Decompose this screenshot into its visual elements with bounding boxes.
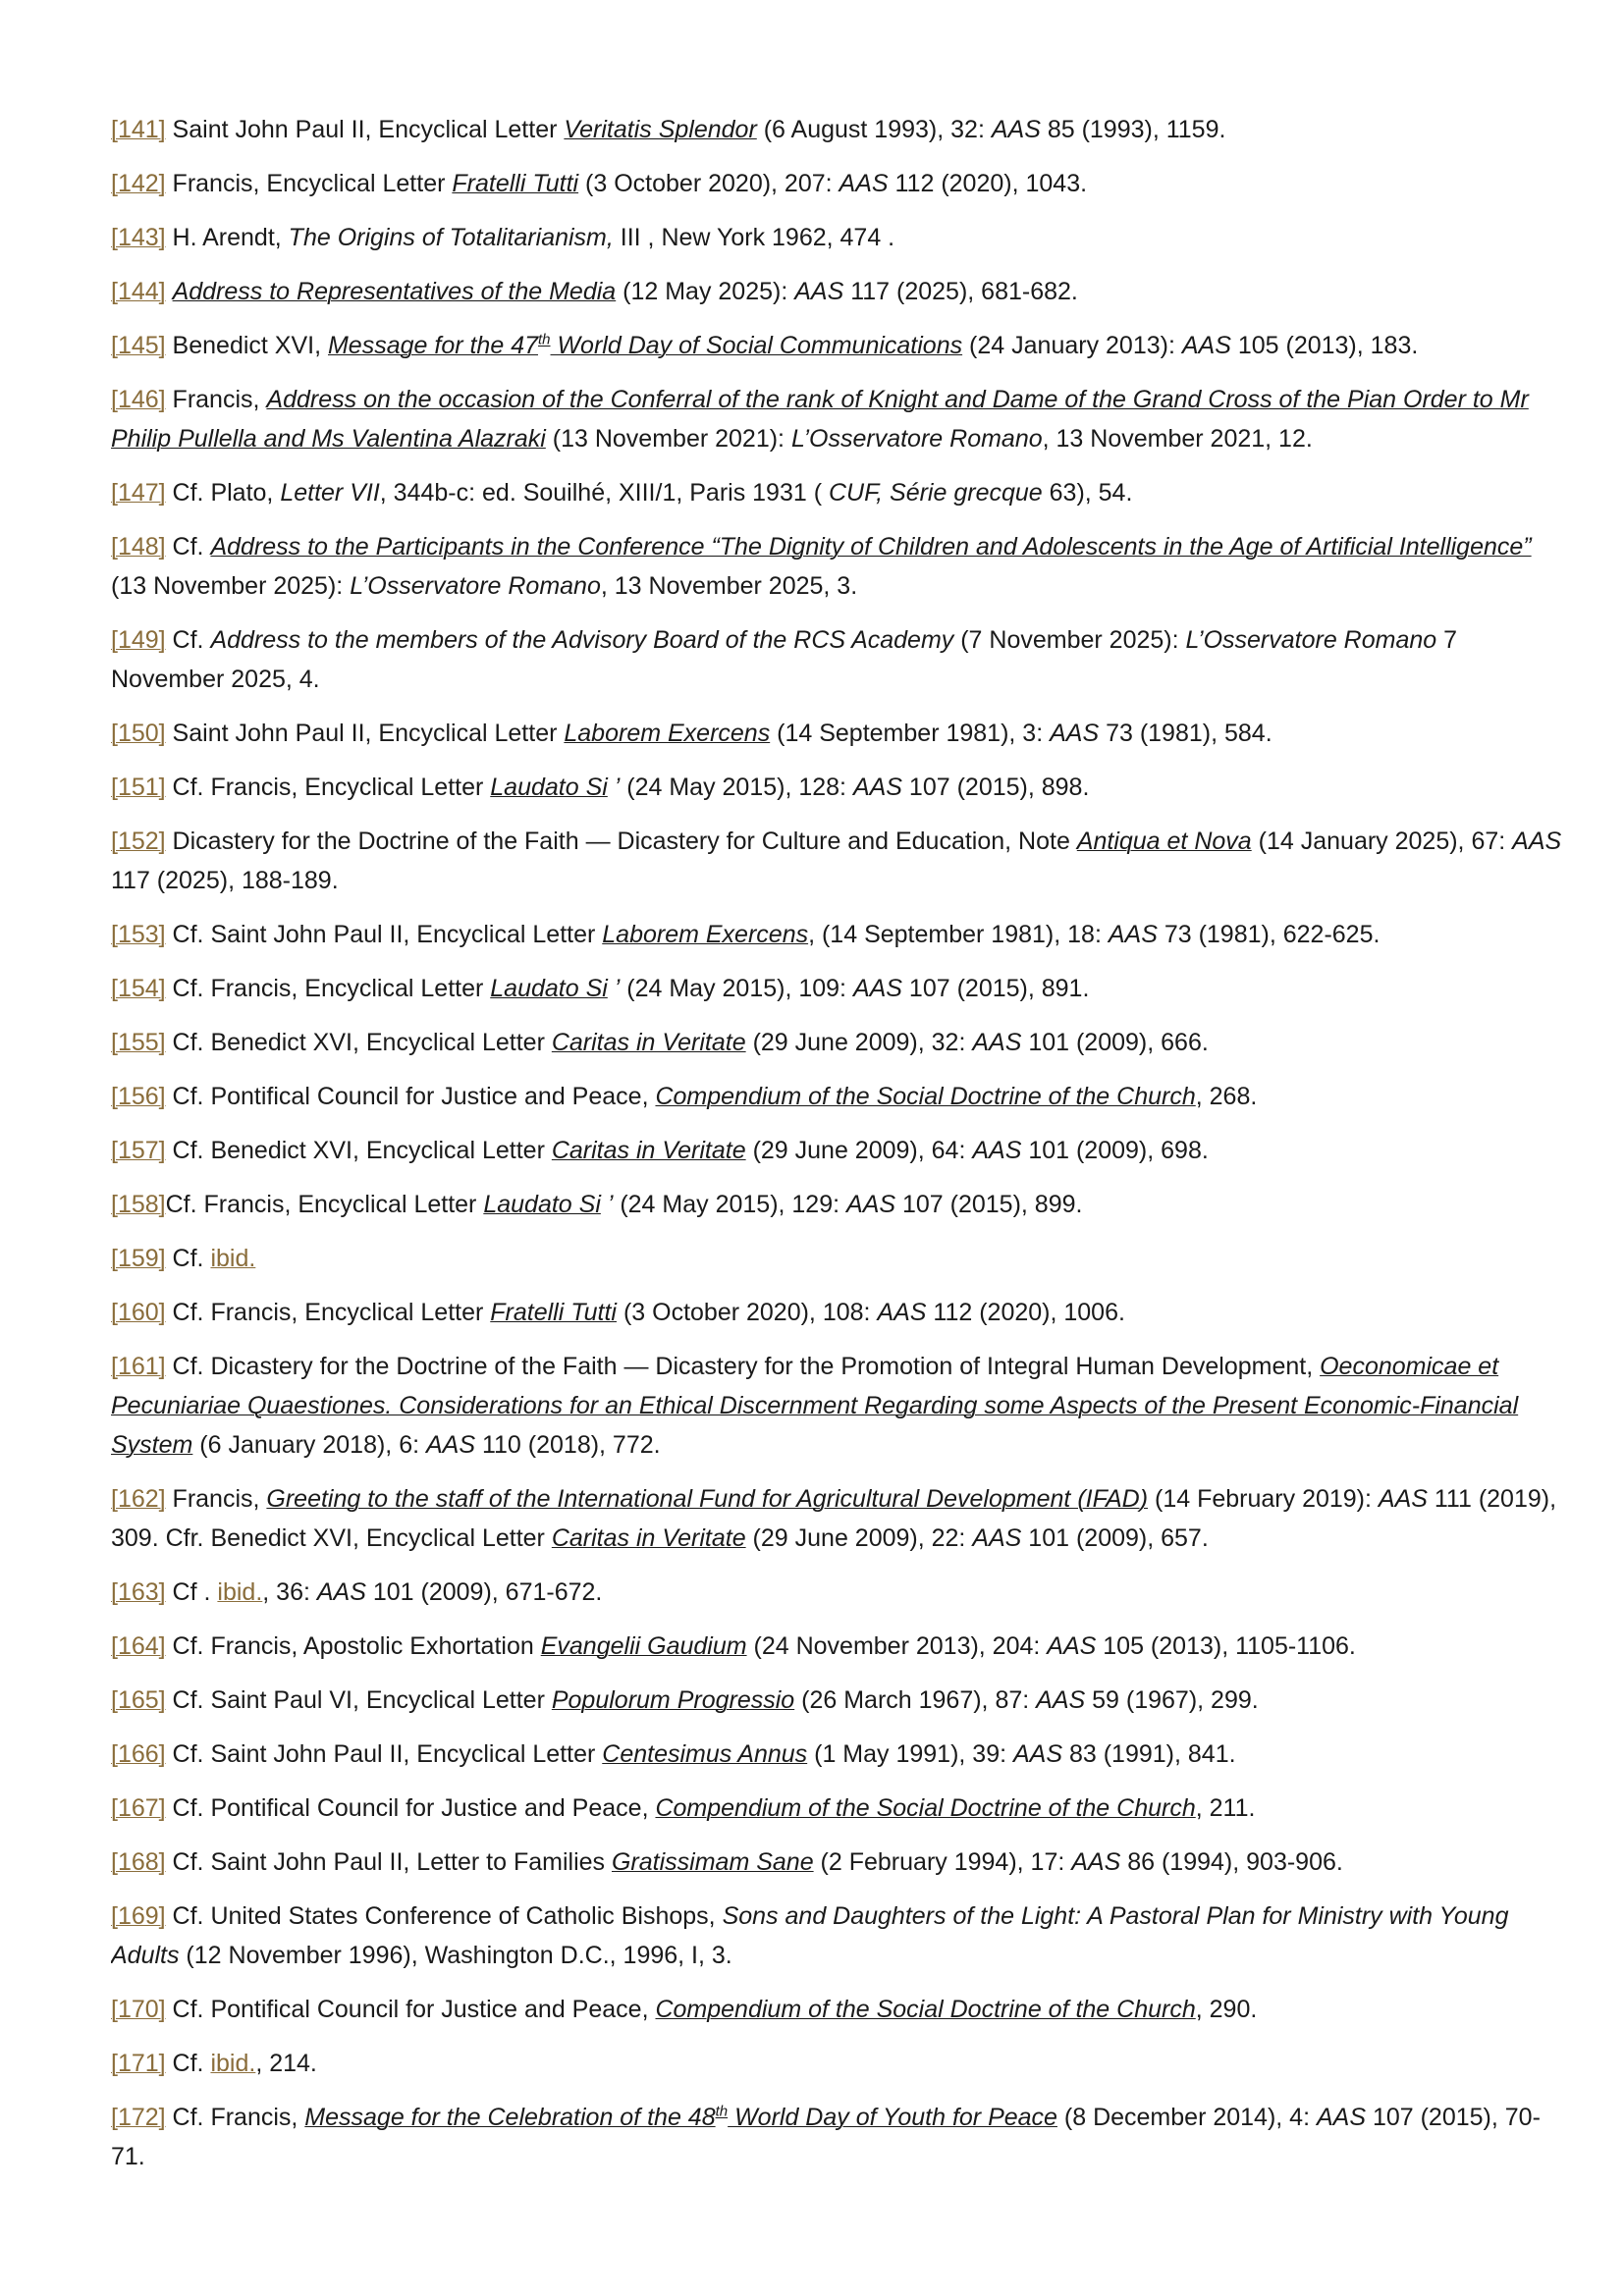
italic-text: The Origins of Totalitarianism, bbox=[288, 224, 614, 251]
citation-link[interactable]: Address on the occasion of the Conferral of the rank of Knight and Dame of the Grand Cross of the Pian Order to Mr Philip Pullella and Ms Valentina Alazraki bbox=[111, 386, 1529, 453]
footnote-ref-link[interactable]: [159] bbox=[111, 1245, 166, 1272]
citation-link[interactable]: Oeconomicae et Pecuniariae Quaestiones. Considerations for an Ethical Discernment Regarding some Aspects of the Present Economic-Financial System bbox=[111, 1353, 1519, 1459]
footnote-ref-link[interactable]: [168] bbox=[111, 1848, 166, 1876]
ibid-link[interactable]: ibid. bbox=[210, 2050, 256, 2077]
footnote-item bbox=[111, 527, 1564, 606]
footnote-item bbox=[111, 1077, 1564, 1116]
footnote-item bbox=[111, 822, 1564, 900]
footnote-ref-link[interactable]: [152] bbox=[111, 828, 166, 855]
footnote-text: Cf. United States Conference of Catholic Bishops, bbox=[165, 1902, 723, 1930]
footnote-ref-link[interactable]: [154] bbox=[111, 975, 166, 1002]
footnote-text: Cf. bbox=[165, 1245, 211, 1272]
italic-text: AAS bbox=[1071, 1848, 1121, 1876]
footnote-text: (12 May 2025): bbox=[616, 278, 795, 305]
footnote-ref-link[interactable]: [156] bbox=[111, 1083, 166, 1110]
footnote-text: (29 June 2009), 32: bbox=[745, 1029, 973, 1056]
citation-link[interactable]: Laudato Si bbox=[483, 1191, 601, 1218]
footnote-item bbox=[111, 218, 1564, 257]
footnote-ref-link[interactable]: [151] bbox=[111, 774, 166, 801]
citation-link[interactable]: Caritas in Veritate bbox=[551, 1137, 746, 1164]
citation-link[interactable]: Compendium of the Social Doctrine of the Church bbox=[655, 1083, 1196, 1110]
footnote-text: (6 January 2018), 6: bbox=[192, 1431, 426, 1459]
footnote-ref-link[interactable]: [170] bbox=[111, 1996, 166, 2023]
footnote-item bbox=[111, 1681, 1564, 1720]
citation-link[interactable]: Evangelii Gaudium bbox=[540, 1632, 747, 1660]
italic-text: ’ bbox=[607, 774, 621, 801]
footnote-text: Saint John Paul II, Encyclical Letter bbox=[165, 720, 565, 747]
footnote-text: (24 November 2013), 204: bbox=[746, 1632, 1048, 1660]
footnote-text: 83 (1991), 841. bbox=[1062, 1740, 1236, 1768]
italic-text: AAS bbox=[991, 116, 1041, 143]
footnote-item bbox=[111, 1842, 1564, 1882]
footnote-text: 73 (1981), 622-625. bbox=[1157, 921, 1380, 948]
footnote-text: (3 October 2020), 108: bbox=[617, 1299, 878, 1326]
footnote-text: (24 May 2015), 128: bbox=[620, 774, 853, 801]
italic-text: CUF, Série grecque bbox=[828, 479, 1043, 507]
footnote-item bbox=[111, 272, 1564, 311]
footnote-ref-link[interactable]: [143] bbox=[111, 224, 166, 251]
footnote-ref-link[interactable]: [149] bbox=[111, 626, 166, 654]
footnote-text: Francis, bbox=[165, 1485, 267, 1513]
footnote-text: Benedict XVI, bbox=[165, 332, 328, 359]
citation-link[interactable]: Gratissimam Sane bbox=[611, 1848, 814, 1876]
footnote-ref-link[interactable]: [163] bbox=[111, 1578, 166, 1606]
footnote-text: , 268. bbox=[1195, 1083, 1258, 1110]
footnote-text: 107 (2015), 899. bbox=[895, 1191, 1083, 1218]
footnote-text: (12 November 1996), Washington D.C., 1996, I, 3. bbox=[179, 1942, 732, 1969]
footnote-item bbox=[111, 2044, 1564, 2083]
footnote-text: Cf. bbox=[165, 533, 211, 561]
footnotes-list bbox=[111, 110, 1564, 2250]
citation-link[interactable]: Greeting to the staff of the International Fund for Agricultural Development (IFAD) bbox=[266, 1485, 1149, 1513]
italic-text: Address to the members of the Advisory Board of the RCS Academy bbox=[210, 626, 954, 654]
footnote-text: (14 February 2019): bbox=[1148, 1485, 1379, 1513]
footnote-text: Cf. Saint John Paul II, Encyclical Letter bbox=[165, 921, 603, 948]
footnote-text: Cf. Francis, Encyclical Letter bbox=[165, 1299, 491, 1326]
footnote-text: (13 November 2021): bbox=[545, 425, 791, 453]
footnote-text: H. Arendt, bbox=[165, 224, 289, 251]
footnote-item bbox=[111, 473, 1564, 512]
citation-link[interactable]: Compendium of the Social Doctrine of the Church bbox=[655, 1794, 1196, 1822]
italic-text: AAS bbox=[1108, 921, 1158, 948]
footnote-ref-link[interactable]: [164] bbox=[111, 1632, 166, 1660]
footnote-item bbox=[111, 1185, 1564, 1224]
footnote-item bbox=[111, 326, 1564, 365]
footnote-item bbox=[111, 1573, 1564, 1612]
ibid-link[interactable]: ibid. bbox=[217, 1578, 263, 1606]
footnote-text: Dicastery for the Doctrine of the Faith — Dicastery for Culture and Education, Note bbox=[165, 828, 1077, 855]
citation-link[interactable]: Address to the Participants in the Conference “The Dignity of Children and Adolescents in the Age of Artificial Intelligence” bbox=[210, 533, 1532, 561]
citation-link[interactable]: Veritatis Splendor bbox=[564, 116, 757, 143]
footnote-text: 101 (2009), 666. bbox=[1021, 1029, 1209, 1056]
footnote-text: III , New York 1962, 474 . bbox=[613, 224, 895, 251]
italic-text: AAS bbox=[839, 170, 889, 197]
italic-text: Letter VII bbox=[280, 479, 380, 507]
footnote-item bbox=[111, 1131, 1564, 1170]
footnote-text: Cf. Plato, bbox=[165, 479, 281, 507]
footnote-ref-link[interactable]: [147] bbox=[111, 479, 166, 507]
footnote-text: , 13 November 2021, 12. bbox=[1042, 425, 1313, 453]
citation-link[interactable]: Caritas in Veritate bbox=[551, 1524, 746, 1552]
footnote-item bbox=[111, 1990, 1564, 2029]
citation-link[interactable]: Fratelli Tutti bbox=[452, 170, 579, 197]
footnote-text: Cf. Francis, Encyclical Letter bbox=[165, 975, 491, 1002]
footnote-text: 107 (2015), 898. bbox=[901, 774, 1090, 801]
citation-link[interactable]: Laudato Si bbox=[490, 975, 608, 1002]
footnote-text: (24 January 2013): bbox=[962, 332, 1182, 359]
footnote-ref-link[interactable]: [155] bbox=[111, 1029, 166, 1056]
footnote-item bbox=[111, 714, 1564, 753]
footnote-ref-link[interactable]: [171] bbox=[111, 2050, 166, 2077]
footnote-text: 73 (1981), 584. bbox=[1099, 720, 1272, 747]
italic-text: AAS bbox=[426, 1431, 476, 1459]
italic-text: Sons and Daughters of the Light: A Pastoral Plan for Ministry with Young Adults bbox=[111, 1902, 1509, 1969]
citation-link[interactable]: Laudato Si bbox=[490, 774, 608, 801]
footnote-text: Francis, Encyclical Letter bbox=[165, 170, 453, 197]
footnote-item bbox=[111, 2098, 1564, 2176]
footnote-item bbox=[111, 1627, 1564, 1666]
footnote-text: Cf. Pontifical Council for Justice and Peace, bbox=[165, 1794, 656, 1822]
italic-text: AAS bbox=[972, 1137, 1022, 1164]
footnote-ref-link[interactable]: [150] bbox=[111, 720, 166, 747]
footnote-item bbox=[111, 1347, 1564, 1465]
footnote-text: (2 February 1994), 17: bbox=[813, 1848, 1072, 1876]
citation-link[interactable]: World Day of Social Communications bbox=[550, 332, 963, 359]
footnote-ref-link[interactable]: [146] bbox=[111, 386, 166, 413]
footnote-ref-link[interactable]: [145] bbox=[111, 332, 166, 359]
citation-link[interactable]: Compendium of the Social Doctrine of the Church bbox=[655, 1996, 1196, 2023]
footnote-ref-link[interactable]: [153] bbox=[111, 921, 166, 948]
footnote-ref-link[interactable]: [148] bbox=[111, 533, 166, 561]
italic-text: AAS bbox=[1036, 1686, 1086, 1714]
footnote-text: 85 (1993), 1159. bbox=[1040, 116, 1226, 143]
ordinal-superscript[interactable]: th bbox=[715, 2103, 729, 2120]
footnote-item bbox=[111, 1023, 1564, 1062]
italic-text: AAS bbox=[1047, 1632, 1097, 1660]
footnote-text: 107 (2015), 70-71. bbox=[111, 2104, 1541, 2170]
italic-text: AAS bbox=[1050, 720, 1100, 747]
footnote-text: 63), 54. bbox=[1042, 479, 1133, 507]
footnote-text: (3 October 2020), 207: bbox=[578, 170, 839, 197]
footnote-text: 110 (2018), 772. bbox=[475, 1431, 661, 1459]
citation-link[interactable]: Message for the Celebration of the 48 bbox=[304, 2104, 716, 2131]
footnote-text: Saint John Paul II, Encyclical Letter bbox=[165, 116, 565, 143]
footnote-text: Cf. Francis, Encyclical Letter bbox=[165, 774, 491, 801]
ibid-link[interactable]: ibid. bbox=[210, 1245, 256, 1272]
footnote-text: Cf . bbox=[165, 1578, 218, 1606]
footnote-text: (13 November 2025): bbox=[111, 572, 351, 600]
footnote-text: Cf. Pontifical Council for Justice and Peace, bbox=[165, 1083, 656, 1110]
footnote-text: Cf. Benedict XVI, Encyclical Letter bbox=[165, 1029, 552, 1056]
footnote-text: Cf. bbox=[165, 626, 211, 654]
footnote-ref-link[interactable]: [169] bbox=[111, 1902, 166, 1930]
footnote-ref-link[interactable]: [144] bbox=[111, 278, 166, 305]
footnote-text: 117 (2025), 681-682. bbox=[843, 278, 1078, 305]
footnote-text: Cf. bbox=[165, 2050, 211, 2077]
footnote-text: , 290. bbox=[1195, 1996, 1258, 2023]
footnote-ref-link[interactable]: [161] bbox=[111, 1353, 166, 1380]
footnote-item bbox=[111, 969, 1564, 1008]
footnote-text: 7 November 2025, 4. bbox=[111, 626, 1458, 693]
italic-text: L’Osservatore Romano bbox=[790, 425, 1043, 453]
footnote-text: (26 March 1967), 87: bbox=[794, 1686, 1037, 1714]
footnote-item bbox=[111, 1293, 1564, 1332]
footnote-text: 111 (2019), 309. Cfr. Benedict XVI, Encyclical Letter bbox=[111, 1485, 1557, 1552]
footnote-ref-link[interactable]: [162] bbox=[111, 1485, 166, 1513]
footnote-text: , 13 November 2025, 3. bbox=[600, 572, 858, 600]
footnote-text: Cf. Francis, bbox=[165, 2104, 305, 2131]
citation-link[interactable]: Populorum Progressio bbox=[551, 1686, 795, 1714]
citation-link[interactable]: Caritas in Veritate bbox=[551, 1029, 746, 1056]
footnote-text: 117 (2025), 188-189. bbox=[111, 867, 339, 894]
footnote-text: , 214. bbox=[255, 2050, 317, 2077]
footnote-item bbox=[111, 915, 1564, 954]
footnote-item bbox=[111, 1789, 1564, 1828]
citation-link[interactable]: Address to Representatives of the Media bbox=[172, 278, 617, 305]
footnote-text: (29 June 2009), 64: bbox=[745, 1137, 973, 1164]
footnote-text: Cf. Saint Paul VI, Encyclical Letter bbox=[165, 1686, 552, 1714]
citation-link[interactable]: Message for the 47 bbox=[327, 332, 538, 359]
italic-text: L’Osservatore Romano bbox=[350, 572, 601, 600]
footnote-text: (7 November 2025): bbox=[953, 626, 1186, 654]
citation-link[interactable]: Centesimus Annus bbox=[602, 1740, 808, 1768]
footnote-text: , (14 September 1981), 18: bbox=[808, 921, 1109, 948]
footnote-text: Cf. Francis, Encyclical Letter bbox=[165, 1191, 484, 1218]
italic-text: AAS bbox=[1316, 2104, 1366, 2131]
footnote-item bbox=[111, 1479, 1564, 1558]
footnote-item bbox=[111, 110, 1564, 149]
footnote-ref-link[interactable]: [157] bbox=[111, 1137, 166, 1164]
footnote-text: 112 (2020), 1043. bbox=[888, 170, 1088, 197]
footnote-item bbox=[111, 1239, 1564, 1278]
footnote-text: , 36: bbox=[262, 1578, 317, 1606]
footnote-item bbox=[111, 1735, 1564, 1774]
footnote-text: 105 (2013), 183. bbox=[1230, 332, 1419, 359]
italic-text: AAS bbox=[877, 1299, 927, 1326]
footnote-ref-link[interactable]: [166] bbox=[111, 1740, 166, 1768]
footnote-text: Francis, bbox=[165, 386, 267, 413]
footnote-text: Cf. Francis, Apostolic Exhortation bbox=[165, 1632, 541, 1660]
footnote-text: 107 (2015), 891. bbox=[901, 975, 1090, 1002]
footnote-text: (24 May 2015), 129: bbox=[613, 1191, 847, 1218]
footnote-text: 59 (1967), 299. bbox=[1085, 1686, 1259, 1714]
footnote-text: Cf. Dicastery for the Doctrine of the Faith — Dicastery for the Promotion of Integral Human Development, bbox=[165, 1353, 1321, 1380]
footnote-text: (14 September 1981), 3: bbox=[770, 720, 1051, 747]
italic-text: AAS bbox=[852, 774, 902, 801]
footnote-text: Cf. Pontifical Council for Justice and Peace, bbox=[165, 1996, 656, 2023]
citation-link[interactable]: World Day of Youth for Peace bbox=[728, 2104, 1057, 2131]
italic-text: AAS bbox=[972, 1029, 1022, 1056]
footnote-ref-link[interactable]: [141] bbox=[111, 116, 166, 143]
italic-text: AAS bbox=[794, 278, 844, 305]
footnote-text: (14 January 2025), 67: bbox=[1251, 828, 1513, 855]
footnote-text: , 211. bbox=[1195, 1794, 1256, 1822]
italic-text: AAS bbox=[972, 1524, 1022, 1552]
footnote-item bbox=[111, 164, 1564, 203]
footnote-ref-link[interactable]: [172] bbox=[111, 2104, 166, 2131]
footnote-text: 101 (2009), 657. bbox=[1021, 1524, 1209, 1552]
footnote-text: Cf. Benedict XVI, Encyclical Letter bbox=[165, 1137, 552, 1164]
footnote-item bbox=[111, 620, 1564, 699]
footnote-item bbox=[111, 768, 1564, 807]
footnote-text: (6 August 1993), 32: bbox=[756, 116, 992, 143]
citation-link[interactable]: Antiqua et Nova bbox=[1076, 828, 1252, 855]
footnote-text: Cf. Saint John Paul II, Letter to Families bbox=[165, 1848, 612, 1876]
italic-text: AAS bbox=[846, 1191, 896, 1218]
footnote-ref-link[interactable]: [167] bbox=[111, 1794, 166, 1822]
footnote-text: (29 June 2009), 22: bbox=[745, 1524, 973, 1552]
footnote-text: (1 May 1991), 39: bbox=[807, 1740, 1013, 1768]
italic-text: AAS bbox=[1512, 828, 1562, 855]
footnote-text: 112 (2020), 1006. bbox=[926, 1299, 1125, 1326]
footnote-ref-link[interactable]: [165] bbox=[111, 1686, 166, 1714]
footnote-ref-link[interactable]: [142] bbox=[111, 170, 166, 197]
footnote-ref-link[interactable]: [160] bbox=[111, 1299, 166, 1326]
footnote-text bbox=[166, 278, 173, 305]
italic-text: AAS bbox=[852, 975, 902, 1002]
italic-text: L’Osservatore Romano bbox=[1185, 626, 1437, 654]
footnote-text: , 344b-c: ed. Souilhé, XIII/1, Paris 1931 ( bbox=[379, 479, 829, 507]
footnote-item bbox=[111, 1896, 1564, 1975]
italic-text: AAS bbox=[1013, 1740, 1063, 1768]
footnote-text: (8 December 2014), 4: bbox=[1056, 2104, 1317, 2131]
italic-text: AAS bbox=[1181, 332, 1231, 359]
footnote-text: Cf. Saint John Paul II, Encyclical Letter bbox=[165, 1740, 603, 1768]
citation-link[interactable]: Laborem Exercens bbox=[564, 720, 771, 747]
footnote-item bbox=[111, 380, 1564, 458]
italic-text: AAS bbox=[316, 1578, 366, 1606]
footnote-text: 86 (1994), 903-906. bbox=[1120, 1848, 1343, 1876]
italic-text: AAS bbox=[1378, 1485, 1428, 1513]
italic-text: ’ bbox=[607, 975, 621, 1002]
footnote-text: 105 (2013), 1105-1106. bbox=[1096, 1632, 1356, 1660]
footnote-text: 101 (2009), 671-672. bbox=[365, 1578, 603, 1606]
footnote-text: 101 (2009), 698. bbox=[1021, 1137, 1209, 1164]
footnote-ref-link[interactable]: [158] bbox=[111, 1191, 166, 1218]
ordinal-superscript[interactable]: th bbox=[538, 331, 551, 348]
footnote-text: (24 May 2015), 109: bbox=[620, 975, 853, 1002]
citation-link[interactable]: Fratelli Tutti bbox=[490, 1299, 617, 1326]
italic-text: ’ bbox=[600, 1191, 614, 1218]
citation-link[interactable]: Laborem Exercens bbox=[602, 921, 809, 948]
